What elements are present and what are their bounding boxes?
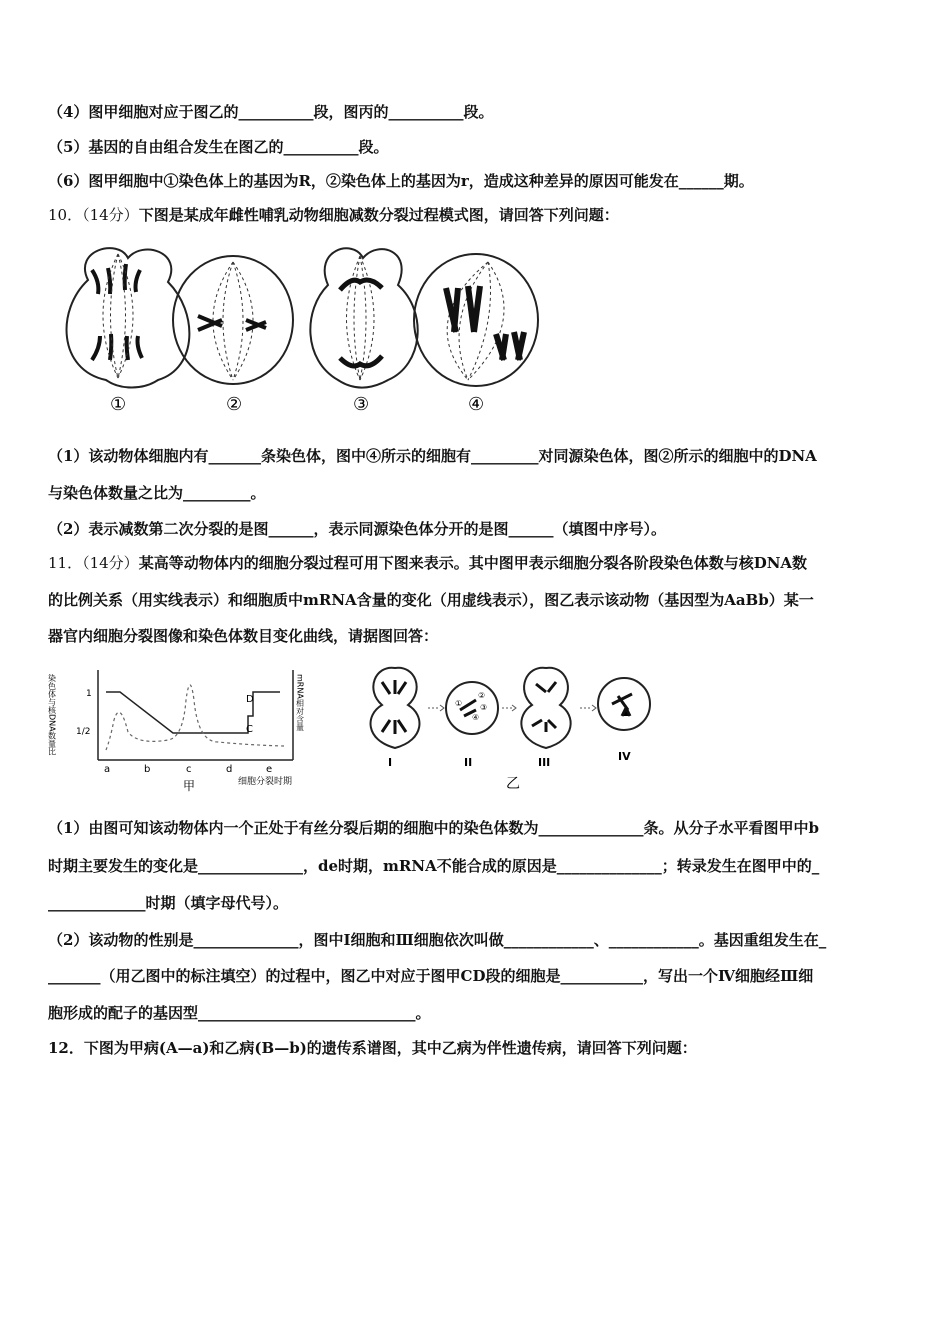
- q10-text: 下图是某成年雌性哺乳动物细胞减数分裂过程模式图，请回答下列问题：: [138, 206, 619, 224]
- figure10-cell-1: [67, 248, 190, 415]
- q9-part4: （4）图甲细胞对应于图乙的__________段，图丙的__________段。: [48, 103, 494, 121]
- figure10-label-4: ④: [468, 394, 485, 415]
- jia-phases: [104, 764, 272, 775]
- jia-phase-d: d: [226, 764, 233, 775]
- yi-mark-3: ③: [480, 703, 488, 712]
- yi-mark-2: ②: [478, 691, 486, 700]
- q10-part1-line1: （1）该动物体细胞内有_______条染色体，图中④所示的细胞有_________对同源染色体，图②所示的细胞中的DNA: [48, 447, 817, 465]
- q10-part2: （2）表示减数第二次分裂的是图______，表示同源染色体分开的是图______（填图中序号）。: [48, 520, 666, 538]
- q9-part6: （6）图甲细胞中①染色体上的基因为R，②染色体上的基因为r，造成这种差异的原因可能发在______期。: [48, 172, 754, 190]
- jia-phase-a: a: [104, 764, 111, 775]
- q11-number: 11．（14分）: [48, 554, 139, 572]
- q11-part2-line2: _______（用乙图中的标注填空）的过程中，图乙中对应于图甲CD段的细胞是___________，写出一个Ⅳ细胞经Ⅲ细: [48, 967, 814, 985]
- figure10-label-1: ①: [110, 394, 127, 415]
- q11-part1-line3: _____________时期（填字母代号）。: [48, 894, 289, 912]
- jia-phase-b: b: [144, 764, 151, 775]
- q11-stem-line2: 的比例关系（用实线表示）和细胞质中mRNA含量的变化（用虚线表示），图乙表示该动物（基因型为AaBb）某一: [48, 591, 814, 609]
- q11-part1-line2: 时期主要发生的变化是______________，de时期，mRNA不能合成的原因是______________；转录发生在图甲中的_: [48, 857, 820, 875]
- jia-phase-e: e: [266, 764, 273, 775]
- yi-cell-1: [371, 668, 420, 769]
- jia-caption: 甲: [183, 779, 196, 793]
- jia-mrna-line: [106, 685, 284, 750]
- yi-cell-3: [521, 668, 570, 769]
- figure10-meiosis-cells: [48, 240, 548, 420]
- jia-tick-half: 1/2: [76, 727, 91, 737]
- q11-text-1: 某高等动物体内的细胞分裂过程可用下图来表示。其中图甲表示细胞分裂各阶段染色体数与核DNA数: [138, 554, 808, 572]
- jia-tick-1: 1: [86, 689, 92, 699]
- q10-number: 10．（14分）: [48, 206, 139, 224]
- yi-mark-4: ④: [472, 713, 480, 722]
- q9-part5: （5）基因的自由组合发生在图乙的__________段。: [48, 138, 389, 156]
- figure10-label-2: ②: [226, 394, 243, 415]
- jia-xlabel: 细胞分裂时期: [238, 777, 293, 787]
- yi-label-4: IV: [618, 750, 631, 763]
- jia-point-c: C: [246, 724, 253, 735]
- jia-phase-c: c: [186, 764, 192, 775]
- jia-point-d: D: [246, 694, 254, 705]
- figure10-cell-4: [414, 254, 538, 415]
- figure11-yi-cells: [360, 660, 660, 800]
- yi-cell-2: [446, 682, 498, 769]
- figure10-cell-3: [310, 248, 417, 415]
- jia-ylabel-left: 染色体与核DNA数量比: [48, 674, 57, 756]
- q11-part2-line1: （2）该动物的性别是______________，图中Ⅰ细胞和Ⅲ细胞依次叫做____________、____________。基因重组发生在_: [48, 931, 827, 949]
- q11-stem-line3: 器官内细胞分裂图像和染色体数目变化曲线，请据图回答：: [48, 627, 439, 645]
- q11-part1-line1: （1）由图可知该动物体内一个正处于有丝分裂后期的细胞中的染色体数为______________条。从分子水平看图甲中b: [48, 819, 819, 837]
- q10-part1-line2: 与染色体数量之比为_________。: [48, 484, 266, 502]
- figure10-label-3: ③: [353, 394, 370, 415]
- jia-ratio-line: [106, 692, 280, 733]
- figure11-jia-chart: [48, 660, 318, 800]
- yi-mark-1: ①: [455, 699, 463, 708]
- yi-cell-4: [598, 678, 650, 763]
- q10-stem: [48, 205, 619, 225]
- q12-stem: 12．下图为甲病(A—a)和乙病(B—b)的遗传系谱图，其中乙病为伴性遗传病，请回答下列问题：: [48, 1039, 697, 1057]
- figure10-cell-2: [173, 256, 293, 415]
- yi-caption: 乙: [506, 776, 520, 792]
- yi-label-1: I: [388, 756, 393, 769]
- yi-label-2: II: [464, 756, 473, 769]
- yi-label-3: III: [538, 756, 551, 769]
- q11-part2-line3: 胞形成的配子的基因型_____________________________。: [48, 1004, 431, 1022]
- q11-stem-line1: [48, 553, 807, 573]
- jia-ylabel-right: mRNA相对含量: [295, 674, 305, 731]
